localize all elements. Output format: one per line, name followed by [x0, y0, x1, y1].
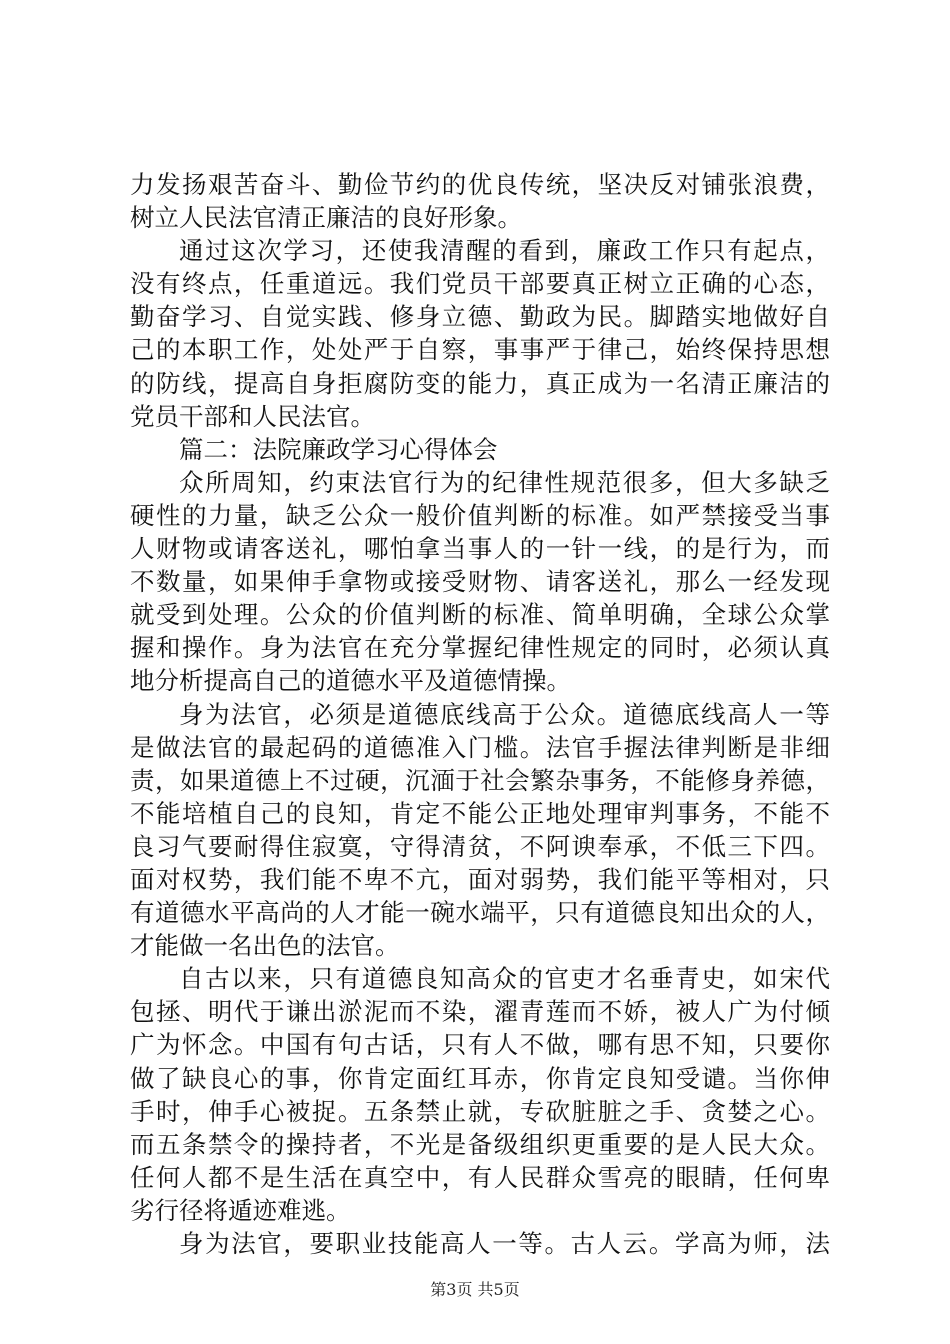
text-line: 广为怀念。中国有句古话，只有人不做，哪有思不知，只要你	[130, 1030, 830, 1060]
document-body	[130, 168, 830, 1260]
text-line: 任何人都不是生活在真空中，有人民群众雪亮的眼睛，任何卑	[130, 1162, 830, 1192]
text-line: 自古以来，只有道德良知高众的官吏才名垂青史，如宋代	[179, 964, 830, 994]
text-line: 良习气要耐得住寂寞，守得清贫，不阿谀奉承，不低三下四。	[130, 831, 830, 861]
text-line: 的防线，提高自身拒腐防变的能力，真正成为一名清正廉洁的	[130, 368, 830, 398]
text-line: 是做法官的最起码的道德准入门槛。法官手握法律判断是非细	[130, 732, 830, 762]
text-line: 握和操作。身为法官在充分掌握纪律性规定的同时，必须认真	[130, 633, 830, 663]
text-line: 做了缺良心的事，你肯定面红耳赤，你肯定良知受谴。当你伸	[130, 1063, 830, 1093]
text-line: 通过这次学习，还使我清醒的看到，廉政工作只有起点，	[179, 236, 830, 266]
text-line: 包拯、明代于谦出淤泥而不染，濯青莲而不娇，被人广为付倾	[130, 997, 830, 1027]
text-line: 不能培植自己的良知，肯定不能公正地处理审判事务，不能不	[130, 798, 830, 828]
text-line: 树立人民法官清正廉洁的良好形象。	[130, 203, 522, 233]
text-line: 就受到处理。公众的价值判断的标准、简单明确，全球公众掌	[130, 600, 830, 630]
text-line: 没有终点，任重道远。我们党员干部要真正树立正确的心态，	[130, 269, 830, 299]
text-line: 不数量，如果伸手拿物或接受财物、请客送礼，那么一经发现	[130, 567, 830, 597]
text-line: 人财物或请客送礼，哪怕拿当事人的一针一线，的是行为，而	[130, 534, 830, 564]
text-line: 面对权势，我们能不卑不亢，面对弱势，我们能平等相对，只	[130, 864, 830, 894]
text-line: 党员干部和人民法官。	[130, 401, 375, 431]
text-line: 篇二：法院廉政学习心得体会	[179, 434, 498, 464]
text-line: 手时，伸手心被捉。五条禁止就，专砍脏脏之手、贪婪之心。	[130, 1096, 830, 1126]
text-line: 才能做一名出色的法官。	[130, 931, 400, 961]
text-line: 身为法官，必须是道德底线高于公众。道德底线高人一等	[179, 699, 830, 729]
page-footer: 第3页 共5页	[430, 1280, 520, 1299]
text-line: 身为法官，要职业技能高人一等。古人云。学高为师，法	[179, 1229, 830, 1258]
text-line: 硬性的力量，缺乏公众一般价值判断的标准。如严禁接受当事	[130, 500, 830, 530]
text-line: 己的本职工作，处处严于自察，事事严于律己，始终保持思想	[130, 335, 830, 365]
text-line: 勤奋学习、自觉实践、修身立德、勤政为民。脚踏实地做好自	[130, 302, 830, 332]
text-line: 责，如果道德上不过硬，沉湎于社会繁杂事务，不能修身养德，	[130, 765, 830, 795]
text-line: 力发扬艰苦奋斗、勤俭节约的优良传统，坚决反对铺张浪费，	[130, 170, 830, 199]
text-line: 地分析提高自己的道德水平及道德情操。	[130, 666, 571, 696]
text-line: 劣行径将遁迹难逃。	[130, 1195, 351, 1225]
text-line: 有道德水平高尚的人才能一碗水端平，只有道德良知出众的人，	[130, 898, 830, 928]
text-line: 众所周知，约束法官行为的纪律性规范很多，但大多缺乏	[179, 467, 830, 497]
text-line: 而五条禁令的操持者，不光是备级组织更重要的是人民大众。	[130, 1129, 830, 1159]
